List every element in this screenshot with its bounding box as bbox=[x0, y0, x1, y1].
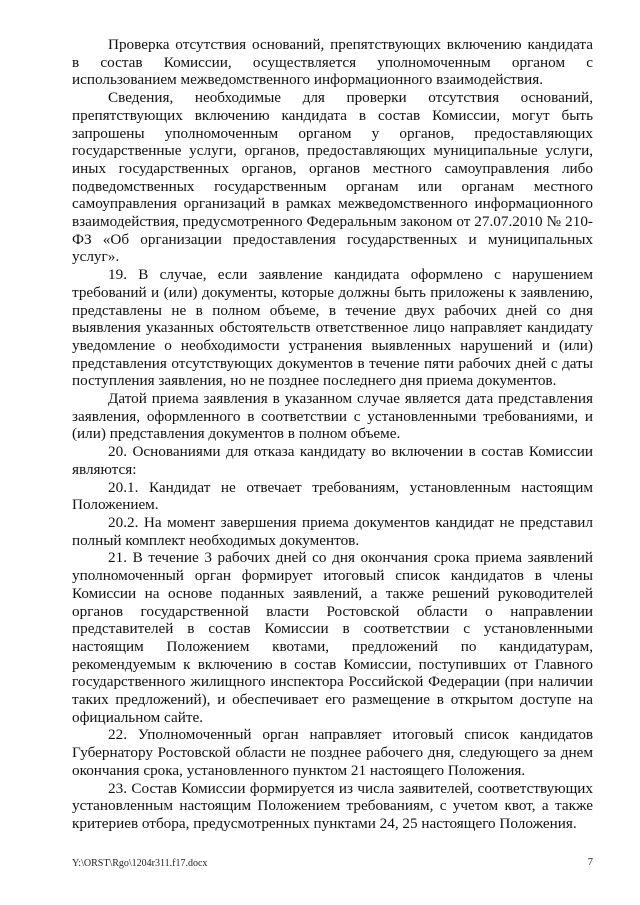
paragraph-item-21: 21. В течение 3 рабочих дней со дня окончания срока приема заявлений уполномоченный орган формирует итоговый список кандидатов в члены Комиссии на основе поданных заявлений, а также решений руководителей органов государственной власти Ростовской области о направлении представителей в состав Комиссии в соответствии с установленными настоящим Положением квотами, предложений по кандидатурам, рекомендуемым к включению в состав Комиссии, поступивших от Главного государственного жилищного инспектора Российской Федерации (при наличии таких предложений), и обеспечивает его размещение в открытом доступе на официальном сайте. bbox=[72, 549, 593, 726]
document-body bbox=[72, 36, 593, 833]
paragraph-item-20-2: 20.2. На момент завершения приема документов кандидат не представил полный комплект необходимых документов. bbox=[72, 513, 593, 549]
paragraph-verification: Проверка отсутствия оснований, препятствующих включению кандидата в состав Комиссии, осуществляется уполномоченным органом с использованием межведомственного информационного взаимодействия. bbox=[72, 36, 593, 89]
paragraph-information-request: Сведения, необходимые для проверки отсутствия оснований, препятствующих включению кандидата в состав Комиссии, могут быть запрошены уполномоченным органом у органов, предоставляющих государственные услуги, органов, предоставляющих муниципальные услуги, иных государственных органов, органов местного самоуправления либо подведомственных государственным органам или органам местного самоуправления организаций в рамках межведомственного информационного взаимодействия, предусмотренного Федеральным законом от 27.07.2010 № 210-ФЗ «Об организации предоставления государственных и муниципальных услуг». bbox=[72, 89, 593, 266]
paragraph-item-20-1: 20.1. Кандидат не отвечает требованиям, установленным настоящим Положением. bbox=[72, 478, 593, 514]
paragraph-item-19: 19. В случае, если заявление кандидата оформлено с нарушением требований и (или) документы, которые должны быть приложены к заявлению, представлены не в полном объеме, в течение двух рабочих дней со дня выявления указанных обстоятельств ответственное лицо направляет кандидату уведомление о необходимости устранения выявленных нарушений и (или) представления отсутствующих документов в течение пяти рабочих дней с даты поступления заявления, но не позднее последнего дня приема документов. bbox=[72, 266, 593, 390]
footer-file-path: Y:\ORST\Rgo\1204r311.f17.docx bbox=[72, 858, 208, 869]
page-number: 7 bbox=[587, 857, 593, 868]
paragraph-item-20: 20. Основаниями для отказа кандидату во включении в состав Комиссии являются: bbox=[72, 443, 593, 478]
paragraph-item-22: 22. Уполномоченный орган направляет итоговый список кандидатов Губернатору Ростовской области не позднее рабочего дня, следующего за днем окончания срока, установленного пунктом 21 настоящего Положения. bbox=[72, 726, 593, 779]
paragraph-receipt-date: Датой приема заявления в указанном случае является дата представления заявления, оформленного в соответствии с установленными требованиями, и (или) представления документов в полном объеме. bbox=[72, 390, 593, 443]
paragraph-item-23: 23. Состав Комиссии формируется из числа заявителей, соответствующих установленным настоящим Положением требованиям, с учетом квот, а также критериев отбора, предусмотренных пунктами 24, 25 настоящего Положения. bbox=[72, 779, 593, 832]
